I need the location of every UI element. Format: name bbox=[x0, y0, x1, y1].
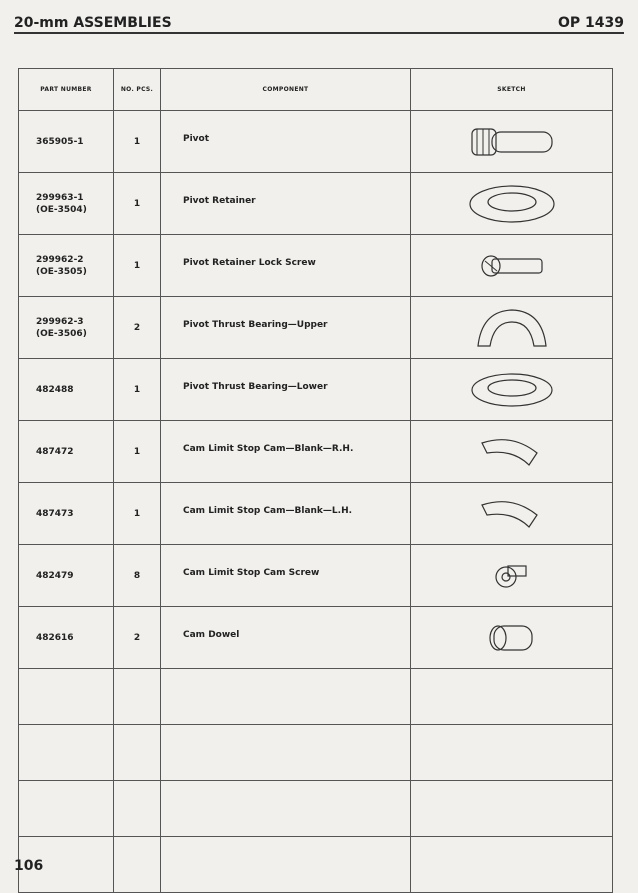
lock-screw-sketch bbox=[411, 235, 613, 297]
table-row bbox=[19, 235, 613, 297]
quantity: 1 bbox=[114, 359, 161, 421]
alt-part-number: (OE-3504) bbox=[36, 204, 87, 215]
component-name: Cam Dowel bbox=[161, 607, 411, 669]
part-number-cell bbox=[19, 297, 114, 359]
empty-row bbox=[19, 837, 613, 893]
table-row bbox=[19, 297, 613, 359]
part-number-cell bbox=[19, 235, 114, 297]
component-name: Pivot Thrust Bearing—Upper bbox=[161, 297, 411, 359]
part-number-cell bbox=[19, 111, 114, 173]
part-number-cell bbox=[19, 421, 114, 483]
table-row bbox=[19, 111, 613, 173]
empty-row bbox=[19, 669, 613, 725]
table-row bbox=[19, 483, 613, 545]
component-name: Pivot bbox=[161, 111, 411, 173]
component-name: Pivot Retainer bbox=[161, 173, 411, 235]
table-row bbox=[19, 607, 613, 669]
part-number: 482479 bbox=[36, 570, 74, 581]
quantity: 1 bbox=[114, 421, 161, 483]
table-row bbox=[19, 359, 613, 421]
part-number: 487473 bbox=[36, 508, 74, 519]
part-number: 482488 bbox=[36, 384, 74, 395]
quantity: 2 bbox=[114, 607, 161, 669]
quantity: 8 bbox=[114, 545, 161, 607]
table-row bbox=[19, 545, 613, 607]
empty-row bbox=[19, 781, 613, 837]
part-number-cell bbox=[19, 545, 114, 607]
quantity: 1 bbox=[114, 173, 161, 235]
empty-row bbox=[19, 725, 613, 781]
part-number: 299963-1 bbox=[36, 192, 84, 203]
col-component: COMPONENT bbox=[161, 69, 411, 111]
pivot-retainer-sketch bbox=[411, 173, 613, 235]
part-number: 365905-1 bbox=[36, 136, 84, 147]
quantity: 1 bbox=[114, 111, 161, 173]
alt-part-number: (OE-3506) bbox=[36, 328, 87, 339]
component-name: Pivot Retainer Lock Screw bbox=[161, 235, 411, 297]
part-number-cell bbox=[19, 173, 114, 235]
section-title: 20-mm ASSEMBLIES bbox=[14, 15, 172, 31]
table-row bbox=[19, 421, 613, 483]
col-sketch: SKETCH bbox=[411, 69, 613, 111]
col-no-pcs: NO. PCS. bbox=[114, 69, 161, 111]
part-number: 482616 bbox=[36, 632, 74, 643]
part-number: 487472 bbox=[36, 446, 74, 457]
pivot-sketch bbox=[411, 111, 613, 173]
component-name: Pivot Thrust Bearing—Lower bbox=[161, 359, 411, 421]
page-header bbox=[14, 12, 624, 34]
upper-bearing-sketch bbox=[411, 297, 613, 359]
cam-rh-sketch bbox=[411, 421, 613, 483]
part-number: 299962-3 bbox=[36, 316, 84, 327]
cam-lh-sketch bbox=[411, 483, 613, 545]
parts-table bbox=[18, 68, 613, 893]
component-name: Cam Limit Stop Cam—Blank—R.H. bbox=[161, 421, 411, 483]
dowel-sketch bbox=[411, 607, 613, 669]
lower-bearing-sketch bbox=[411, 359, 613, 421]
part-number-cell bbox=[19, 607, 114, 669]
component-name: Cam Limit Stop Cam Screw bbox=[161, 545, 411, 607]
cam-screw-sketch bbox=[411, 545, 613, 607]
quantity: 1 bbox=[114, 235, 161, 297]
component-name: Cam Limit Stop Cam—Blank—L.H. bbox=[161, 483, 411, 545]
table-row bbox=[19, 173, 613, 235]
ordnance-pamphlet-code: OP 1439 bbox=[557, 15, 624, 31]
quantity: 2 bbox=[114, 297, 161, 359]
col-part-number: PART NUMBER bbox=[19, 69, 114, 111]
page-number: 106 bbox=[14, 858, 44, 874]
alt-part-number: (OE-3505) bbox=[36, 266, 87, 277]
part-number: 299962-2 bbox=[36, 254, 84, 265]
part-number-cell bbox=[19, 359, 114, 421]
part-number-cell bbox=[19, 483, 114, 545]
quantity: 1 bbox=[114, 483, 161, 545]
